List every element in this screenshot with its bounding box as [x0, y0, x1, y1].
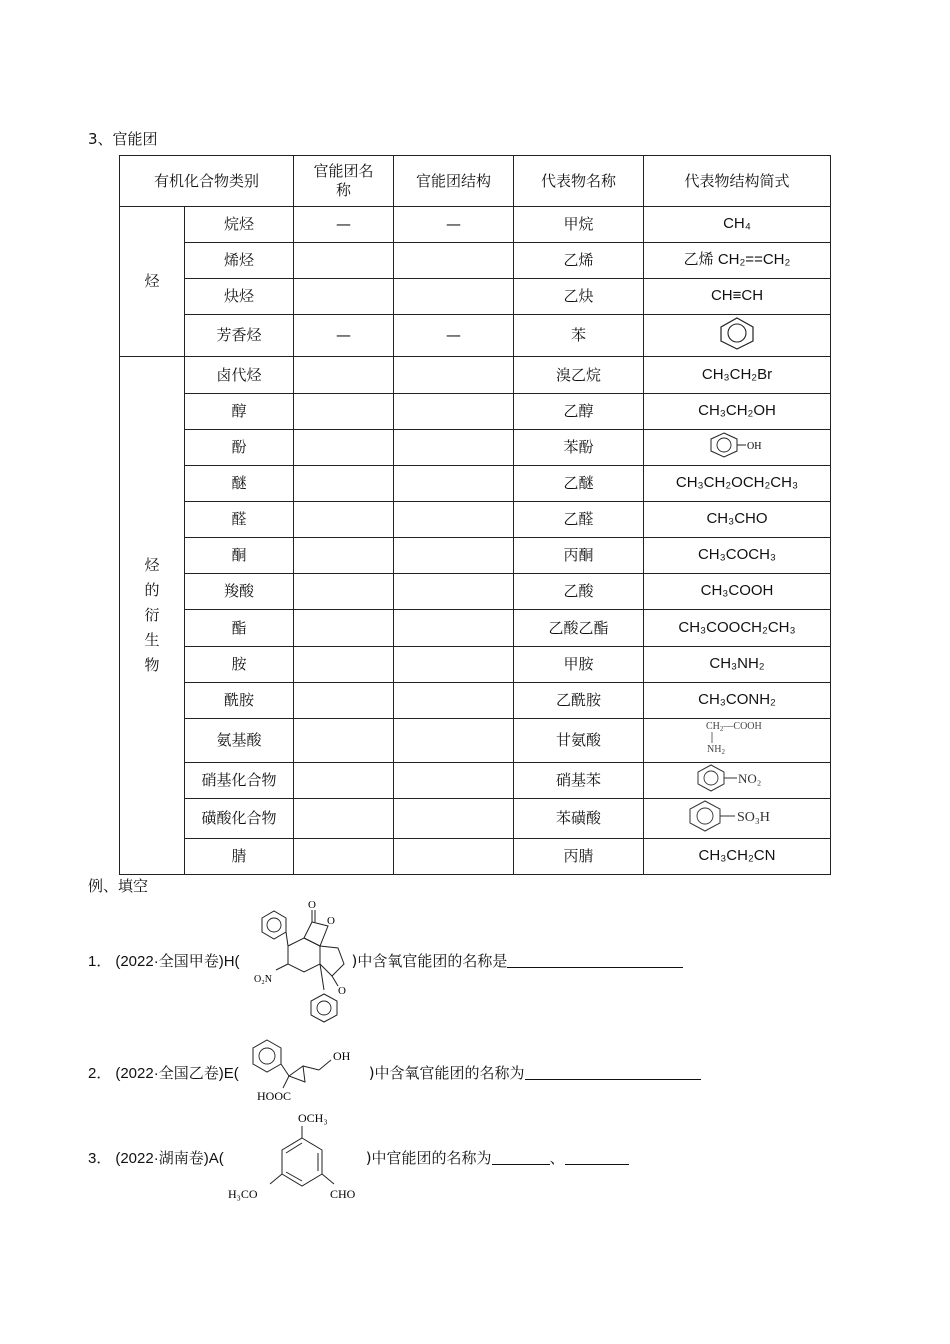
table-row: [120, 538, 831, 574]
example-cell: 乙醇: [514, 394, 644, 430]
svg-text:O: O: [337, 985, 346, 997]
category-cell: 氨基酸: [185, 719, 294, 763]
category-cell: 酮: [185, 538, 294, 574]
fg-structure-cell: [394, 430, 514, 466]
answer-blank[interactable]: [525, 1065, 701, 1080]
example-cell: 硝基苯: [514, 762, 644, 798]
svg-text:OH: OH: [332, 1049, 351, 1063]
example-cell: 乙酸: [514, 574, 644, 610]
fg-name-cell: [294, 838, 394, 874]
section-title: 3、官能团: [88, 130, 158, 148]
answer-blank-2[interactable]: [565, 1150, 629, 1165]
category-cell: 腈: [185, 838, 294, 874]
example-cell: 苯酚: [514, 430, 644, 466]
header-fg-structure: 官能团结构: [394, 156, 514, 207]
fg-structure-cell: [394, 279, 514, 315]
fg-structure-cell: —: [394, 207, 514, 243]
category-cell: 羧酸: [185, 574, 294, 610]
table-row: [120, 502, 831, 538]
fg-name-cell: [294, 279, 394, 315]
formula-cell: [644, 798, 831, 838]
compound-e-structure-icon: [239, 1036, 369, 1108]
fg-name-cell: —: [294, 207, 394, 243]
fg-name-cell: [294, 430, 394, 466]
formula-cell: CH≡CH: [644, 279, 831, 315]
example-cell: 丙腈: [514, 838, 644, 874]
fg-name-cell: [294, 647, 394, 683]
category-cell: 胺: [185, 647, 294, 683]
example-cell: 苯磺酸: [514, 798, 644, 838]
question-source: (2022·全国乙卷)E(: [115, 1064, 239, 1082]
formula-cell: CH₄: [644, 207, 831, 243]
group-label-derivatives: 烃的衍生物: [144, 555, 160, 674]
fg-structure-cell: [394, 538, 514, 574]
functional-group-table: [119, 155, 831, 875]
formula-cell: CH₃CHO: [644, 502, 831, 538]
header-example-formula: 代表物结构简式: [644, 156, 831, 207]
formula-cell: [644, 719, 831, 763]
category-cell: 醇: [185, 394, 294, 430]
category-cell: 醚: [185, 466, 294, 502]
example-cell: 乙酸乙酯: [514, 610, 644, 647]
fg-structure-cell: [394, 357, 514, 394]
formula-cell: [644, 315, 831, 357]
fg-structure-cell: [394, 574, 514, 610]
formula-cell: CH₃COCH₃: [644, 538, 831, 574]
benzene-structure-icon: [717, 316, 757, 350]
fg-structure-cell: [394, 719, 514, 763]
table-row: [120, 647, 831, 683]
formula-cell: CH₃NH₂: [644, 647, 831, 683]
example-title: 例、填空: [88, 877, 149, 895]
formula-cell: CH₃CH₂OCH₂CH₃: [644, 466, 831, 502]
table-row: [120, 279, 831, 315]
fg-structure-cell: [394, 683, 514, 719]
example-cell: 乙醚: [514, 466, 644, 502]
category-cell: 酚: [185, 430, 294, 466]
svg-text:CH2—COOH: $CH_2—COOH$: [706, 721, 762, 733]
benzenesulfonic-acid-structure-icon: [687, 799, 787, 833]
fg-name-cell: [294, 683, 394, 719]
table-row: [120, 466, 831, 502]
category-cell: 磺酸化合物: [185, 798, 294, 838]
nitro-label: NO₂: [738, 770, 762, 786]
svg-text:NH2: $NH_2$: [707, 744, 725, 756]
nitrobenzene-structure-icon: [695, 763, 779, 793]
category-cell: 芳香烃: [185, 315, 294, 357]
formula-cell: CH₃COOH: [644, 574, 831, 610]
table-row: [120, 762, 831, 798]
question-source: (2022·湖南卷)A(: [115, 1150, 224, 1167]
header-fg-name: 官能团名称: [294, 156, 394, 207]
question-number: 3．: [88, 1150, 112, 1167]
formula-cell: 乙烯 CH₂==CH₂: [644, 243, 831, 279]
fg-name-cell: [294, 719, 394, 763]
category-cell: 硝基化合物: [185, 762, 294, 798]
question-1: [88, 890, 683, 1030]
fg-name-cell: [294, 243, 394, 279]
question-text: )中含氧官能团的名称是: [351, 951, 508, 970]
formula-cell: CH₃CH₂OH: [644, 394, 831, 430]
table-row: [120, 430, 831, 466]
question-source: (2022·全国甲卷)H(: [115, 952, 240, 970]
example-cell: 苯: [514, 315, 644, 357]
answer-blank-1[interactable]: [492, 1150, 550, 1165]
table-row: [120, 357, 831, 394]
compound-a-structure-icon: [224, 1110, 366, 1205]
fg-structure-cell: [394, 243, 514, 279]
table-row: [120, 394, 831, 430]
formula-cell: CH₃CH₂Br: [644, 357, 831, 394]
fg-name-cell: [294, 466, 394, 502]
svg-text:H₃CO: H₃CO: [227, 1187, 258, 1201]
table-row: [120, 610, 831, 647]
group-label-hydrocarbon: 烃: [120, 207, 185, 357]
fg-structure-cell: [394, 394, 514, 430]
table-row: [120, 243, 831, 279]
table-row: [120, 838, 831, 874]
table-row: [120, 683, 831, 719]
question-text: )中官能团的名称为: [365, 1149, 492, 1167]
sulfonic-label: SO₃H: [737, 809, 770, 825]
example-cell: 乙醛: [514, 502, 644, 538]
header-example-name: 代表物名称: [514, 156, 644, 207]
svg-text:O₂N: O₂N: [253, 974, 272, 985]
table-row: [120, 798, 831, 838]
fg-structure-cell: [394, 838, 514, 874]
fg-name-cell: —: [294, 315, 394, 357]
fg-structure-cell: [394, 502, 514, 538]
question-number: 1．: [88, 952, 112, 970]
fg-structure-cell: —: [394, 315, 514, 357]
svg-text:CHO: CHO: [329, 1187, 356, 1201]
example-cell: 乙酰胺: [514, 683, 644, 719]
table-row: [120, 207, 831, 243]
table-row: [120, 315, 831, 357]
fg-name-cell: [294, 574, 394, 610]
fg-name-cell: [294, 538, 394, 574]
svg-text:O: O: [307, 899, 316, 911]
category-cell: 醛: [185, 502, 294, 538]
question-2: [88, 1036, 701, 1108]
svg-text:OCH₃: OCH₃: [297, 1111, 328, 1125]
question-3: [88, 1110, 629, 1205]
formula-cell: CH₃CH₂CN: [644, 838, 831, 874]
table-row: [120, 574, 831, 610]
example-cell: 甲烷: [514, 207, 644, 243]
example-cell: 乙烯: [514, 243, 644, 279]
fg-structure-cell: [394, 798, 514, 838]
phenol-oh-label: OH: [747, 441, 762, 453]
svg-text:O: O: [326, 915, 335, 927]
example-cell: 溴乙烷: [514, 357, 644, 394]
glycine-structure-icon: [704, 719, 784, 757]
formula-cell: [644, 762, 831, 798]
phenol-structure-icon: [706, 431, 768, 459]
category-cell: 烯烃: [185, 243, 294, 279]
example-cell: 甘氨酸: [514, 719, 644, 763]
question-text: )中含氧官能团的名称为: [368, 1063, 525, 1082]
answer-separator: 、: [549, 1149, 565, 1167]
question-number: 2．: [88, 1064, 112, 1082]
example-cell: 甲胺: [514, 647, 644, 683]
header-category: 有机化合物类别: [120, 156, 294, 207]
table-header-row: [120, 156, 831, 207]
category-cell: 炔烃: [185, 279, 294, 315]
answer-blank[interactable]: [507, 953, 683, 968]
fg-name-cell: [294, 798, 394, 838]
fg-name-cell: [294, 762, 394, 798]
fg-name-cell: [294, 502, 394, 538]
svg-text:HOOC: HOOC: [256, 1089, 291, 1103]
category-cell: 卤代烃: [185, 357, 294, 394]
fg-name-cell: [294, 394, 394, 430]
category-cell: 酯: [185, 610, 294, 647]
formula-cell: [644, 430, 831, 466]
example-cell: 丙酮: [514, 538, 644, 574]
fg-structure-cell: [394, 466, 514, 502]
fg-name-cell: [294, 610, 394, 647]
fg-name-cell: [294, 357, 394, 394]
example-cell: 乙炔: [514, 279, 644, 315]
formula-cell: CH₃COOCH₂CH₃: [644, 610, 831, 647]
fg-structure-cell: [394, 647, 514, 683]
formula-cell: CH₃CONH₂: [644, 683, 831, 719]
category-cell: 烷烃: [185, 207, 294, 243]
fg-structure-cell: [394, 762, 514, 798]
fg-structure-cell: [394, 610, 514, 647]
table-row: [120, 719, 831, 763]
category-cell: 酰胺: [185, 683, 294, 719]
compound-h-structure-icon: [240, 890, 352, 1030]
